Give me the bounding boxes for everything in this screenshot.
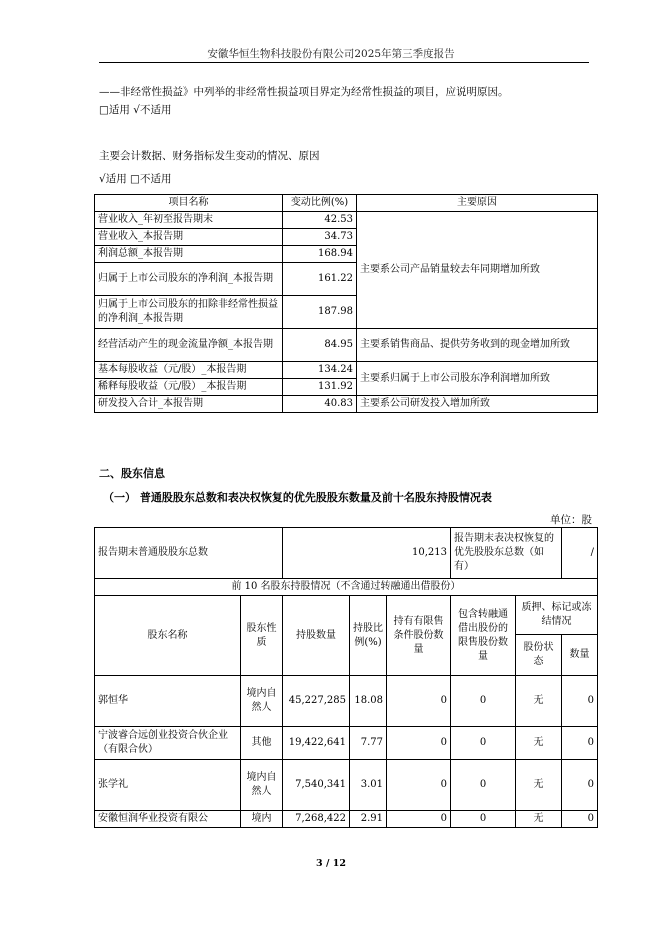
table-row <box>95 760 598 811</box>
col-qty: 数量 <box>562 635 598 676</box>
holder-restricted: 0 <box>387 811 451 828</box>
holder-qty: 0 <box>562 727 598 760</box>
col-restricted: 持有有限售条件股份数量 <box>387 596 451 676</box>
col-header-reason: 主要原因 <box>357 195 598 212</box>
reason-cash: 主要系销售商品、提供劳务收到的现金增加所致 <box>357 329 598 362</box>
row-ratio: 134.24 <box>283 362 357 379</box>
holder-status: 无 <box>516 727 562 760</box>
holder-qty: 0 <box>562 676 598 727</box>
holder-ratio: 7.77 <box>350 727 387 760</box>
col-shares: 持股数量 <box>283 596 350 676</box>
holder-qty: 0 <box>562 760 598 811</box>
intro-applicable: □适用 √不适用 <box>99 104 172 116</box>
row-name: 营业收入_年初至报告期末 <box>95 212 283 229</box>
holder-shares: 7,540,341 <box>283 760 350 811</box>
total-holders-label: 报告期末普通股股东总数 <box>95 528 283 579</box>
table-row <box>95 811 598 828</box>
col-nature: 股东性质 <box>241 596 283 676</box>
row-name: 研发投入合计_本报告期 <box>95 396 283 413</box>
holder-status: 无 <box>516 676 562 727</box>
changes-table <box>94 194 598 413</box>
reason-rnd: 主要系公司研发投入增加所致 <box>357 396 598 413</box>
col-pledge: 质押、标记或冻结情况 <box>516 596 598 635</box>
holder-shares: 45,227,285 <box>283 676 350 727</box>
holder-status: 无 <box>516 811 562 828</box>
table-row <box>95 727 598 760</box>
holder-nature: 境内自然人 <box>241 760 283 811</box>
row-ratio: 168.94 <box>283 246 357 263</box>
row-ratio: 40.83 <box>283 396 357 413</box>
col-header-ratio: 变动比例(%) <box>283 195 357 212</box>
holder-lent: 0 <box>451 727 516 760</box>
reason-sales: 主要系公司产品销量较去年同期增加所致 <box>357 212 598 329</box>
shareholder-table <box>94 527 598 828</box>
changes-heading: 主要会计数据、财务指标发生变动的情况、原因 <box>99 150 320 162</box>
row-ratio: 187.98 <box>283 296 357 329</box>
col-ratio: 持股比例(%) <box>350 596 387 676</box>
holder-lent: 0 <box>451 676 516 727</box>
holder-name: 安徽恒润华业投资有限公 <box>95 811 241 828</box>
unit-label: 单位：股 <box>550 514 592 526</box>
holder-restricted: 0 <box>387 760 451 811</box>
row-ratio: 131.92 <box>283 379 357 396</box>
holder-nature: 境内 <box>241 811 283 828</box>
holder-name: 郭恒华 <box>95 676 241 727</box>
header-divider <box>99 62 589 63</box>
holder-lent: 0 <box>451 760 516 811</box>
top10-title: 前 10 名股东持股情况（不含通过转融通出借股份） <box>95 579 598 596</box>
pref-holders-value: / <box>562 528 598 579</box>
col-name: 股东名称 <box>95 596 241 676</box>
holder-lent: 0 <box>451 811 516 828</box>
holder-nature: 境内自然人 <box>241 676 283 727</box>
row-ratio: 84.95 <box>283 329 357 362</box>
changes-applicable: √适用 □不适用 <box>99 173 172 185</box>
page-header-title: 安徽华恒生物科技股份有限公司2025年第三季度报告 <box>207 48 455 60</box>
holder-ratio: 3.01 <box>350 760 387 811</box>
col-status: 股份状态 <box>516 635 562 676</box>
holder-status: 无 <box>516 760 562 811</box>
row-ratio: 161.22 <box>283 263 357 296</box>
holder-ratio: 2.91 <box>350 811 387 828</box>
row-ratio: 42.53 <box>283 212 357 229</box>
holder-name: 张学礼 <box>95 760 241 811</box>
page-number: 3 / 12 <box>316 858 346 869</box>
row-name: 经营活动产生的现金流量净额_本报告期 <box>95 329 283 362</box>
holder-restricted: 0 <box>387 727 451 760</box>
holder-nature: 其他 <box>241 727 283 760</box>
pref-holders-label: 报告期末表决权恢复的优先股股东总数（如有） <box>451 528 562 579</box>
holder-shares: 7,268,422 <box>283 811 350 828</box>
section-title: 二、股东信息 <box>99 467 165 480</box>
row-name: 营业收入_本报告期 <box>95 229 283 246</box>
holder-name: 宁波睿合远创业投资合伙企业（有限合伙） <box>95 727 241 760</box>
row-ratio: 34.73 <box>283 229 357 246</box>
row-name: 基本每股收益（元/股）_本报告期 <box>95 362 283 379</box>
holder-ratio: 18.08 <box>350 676 387 727</box>
table-row <box>95 676 598 727</box>
holder-qty: 0 <box>562 811 598 828</box>
section-subtitle: （一） 普通股股东总数和表决权恢复的优先股股东数量及前十名股东持股情况表 <box>103 491 492 504</box>
row-name: 利润总额_本报告期 <box>95 246 283 263</box>
row-name: 稀释每股收益（元/股）_本报告期 <box>95 379 283 396</box>
intro-line: ——非经常性损益》中列举的非经常性损益项目界定为经常性损益的项目，应说明原因。 <box>99 86 509 98</box>
holder-shares: 19,422,641 <box>283 727 350 760</box>
total-holders-value: 10,213 <box>283 528 451 579</box>
reason-eps: 主要系归属于上市公司股东净利润增加所致 <box>357 362 598 396</box>
row-name: 归属于上市公司股东的净利润_本报告期 <box>95 263 283 296</box>
row-name: 归属于上市公司股东的扣除非经常性损益的净利润_本报告期 <box>95 296 283 329</box>
holder-restricted: 0 <box>387 676 451 727</box>
col-lent: 包含转融通借出股份的限售股份数量 <box>451 596 516 676</box>
col-header-item: 项目名称 <box>95 195 283 212</box>
